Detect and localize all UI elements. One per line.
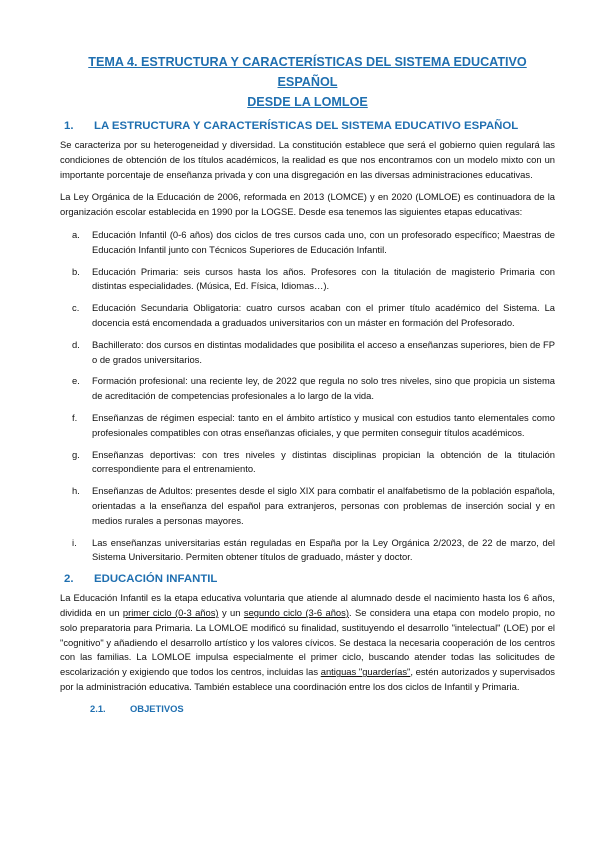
list-item: c. Educación Secundaria Obligatoria: cuatro cursos acaban con el primer título académico del Sistema. La docencia está encomendada a graduados universitarios con un máster en formación del Profesorado.: [72, 302, 555, 328]
list-item: f. Enseñanzas de régimen especial: tanto en el ámbito artístico y musical con estudios tanto elementales como profesionales compatibles con otras enseñanzas oficiales, y que permiten conseguir títulos académicos.: [72, 411, 555, 438]
stages-list: [60, 228, 555, 565]
paragraph-1: Se caracteriza por su heterogeneidad y diversidad. La constitución establece que será el gobierno quien regulará las condiciones de obtención de los títulos académicos, la realidad es que nos encontramos con un modelo mixto con un importante porcentaje de enseñanza privada y con una disgregación en las diversas administraciones educativas.: [60, 139, 555, 180]
list-item: d. Bachillerato: dos cursos en distintas modalidades que posibilita el acceso a enseñanzas superiores, bien de FP o de grados universitarios.: [72, 338, 555, 365]
list-item: a. Educación Infantil (0-6 años) dos ciclos de tres cursos cada uno, con un profesorado específico; Maestras de Educación Infantil junto con Técnicos Superiores de Educación Infantil.: [72, 228, 555, 255]
section-2-title: EDUCACIÓN INFANTIL: [94, 573, 218, 586]
section-2-number: 2.: [64, 573, 74, 586]
list-item: e. Formación profesional: una reciente ley, de 2022 que regula no solo tres niveles, sino que propicia un sistema de acreditación de competencias profesionales a lo largo de la vida.: [72, 375, 555, 402]
list-item: i. Las enseñanzas universitarias están reguladas en España por la Ley Orgánica 2/2023, de 22 de marzo, del Sistema Universitario. Permiten obtener títulos de graduado, máster y doctor.: [72, 536, 555, 563]
title-line-2: DESDE LA LOMLOE: [247, 95, 368, 109]
section-2-heading: [60, 573, 555, 585]
list-item: b. Educación Primaria: seis cursos hasta los años. Profesores con la titulación de magisterio Primaria con distintas especialidades. (Música, Ed. Física, Idiomas…).: [72, 265, 555, 292]
section-1-heading: [60, 120, 555, 132]
section-1-number: 1.: [64, 120, 74, 132]
subsection-2-1-heading: [90, 703, 555, 714]
document-title: [60, 52, 555, 112]
paragraph-2: La Ley Orgánica de la Educación de 2006, reformada en 2013 (LOMCE) y en 2020 (LOMLOE) es continuadora de la organización escolar establecida en 1990 por la LOGSE. Desde esa tenemos las siguientes etapas educativas:: [60, 191, 555, 218]
subsection-2-1-title: OBJETIVOS: [130, 702, 184, 714]
list-item: h. Enseñanzas de Adultos: presentes desde el siglo XIX para combatir el analfabetismo de la población española, orientadas a la enseñanza del español para extranjeros, personas con problemas de inserción social y en medios rurales a personas mayores.: [72, 485, 555, 526]
subsection-2-1-number: 2.1.: [90, 702, 106, 714]
section-1-title: LA ESTRUCTURA Y CARACTERÍSTICAS DEL SISTEMA EDUCATIVO ESPAÑOL: [94, 120, 519, 132]
list-item: g. Enseñanzas deportivas: con tres niveles y distintas disciplinas propician la obtención de la titulación correspondiente para el entrenamiento.: [72, 448, 555, 475]
title-line-1: TEMA 4. ESTRUCTURA Y CARACTERÍSTICAS DEL SISTEMA EDUCATIVO ESPAÑOL: [88, 55, 527, 89]
paragraph-infantil: La Educación Infantil es la etapa educativa voluntaria que atiende al alumnado desde el nacimiento hasta los 6 años, dividida en un primer ciclo (0-3 años) y un segundo ciclo (3-6 años). Se considera una etapa con modelo propio, no solo preparatoria para Primaria. La LOMLOE modificó su finalidad, sustituyendo el desarrollo "intelectual" (LOE) por el "cognitivo" y añadiendo el desarrollo artístico y los valores cívicos. Se destaca la necesaria cooperación de los centros con las familias. La LOMLOE impulsa especialmente el primer ciclo, buscando atender todas las solicitudes de escolarización y exigiendo que todos los centros, incluidas las antiguas "guarderías", estén autorizados y supervisados por la administración educativa. También establece una coordinación entre los dos ciclos de Infantil y Primaria.: [60, 592, 555, 692]
